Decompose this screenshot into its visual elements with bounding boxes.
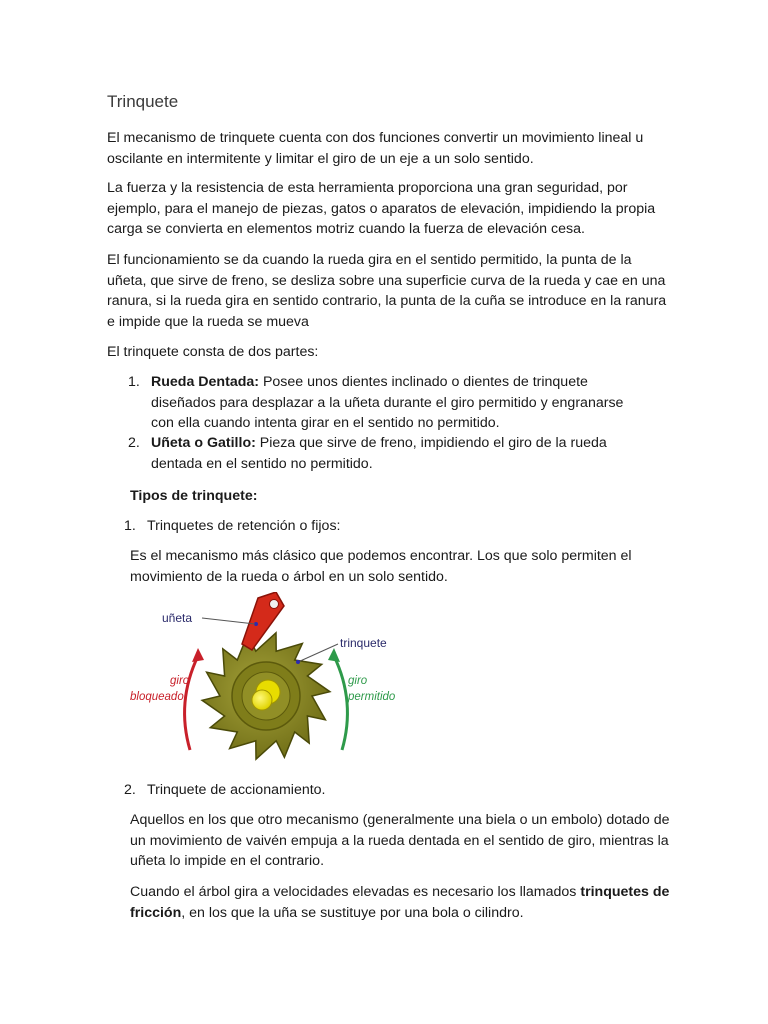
list-number: 2. — [128, 435, 140, 451]
list-item-rueda-dentada — [128, 372, 648, 434]
term-uneta-gatillo: Uñeta o Gatillo: — [151, 435, 256, 451]
paragraph-parts-intro: El trinquete consta de dos partes: — [107, 344, 319, 360]
document-title: Trinquete — [107, 92, 179, 111]
label-giro-left: giro — [170, 675, 190, 687]
paragraph-function: El funcionamiento se da cuando la rueda gira en el sentido permitido, la punta de la uñeta, que sirve de freno, se desliza sobre una superficie curva de la rueda y cae en una ranura, si la rueda gira en sentido contrario, la punta de la cuña se introduce en la ranura e impide que la rueda se mueva — [107, 252, 667, 330]
desc-rueda-dentada: Posee unos dientes inclinado o dientes de trinquete diseñados para desplazar a la uñeta durante el giro permitido y engranarse con ella cuando intenta girar en el sentido no permitido. — [151, 374, 624, 431]
list-number: 1. — [124, 518, 136, 534]
list-number: 1. — [128, 374, 140, 390]
paragraph-type1-desc: Es el mecanismo más clásico que podemos encontrar. Los que solo permiten el movimiento de la rueda o árbol en un solo sentido. — [130, 548, 632, 585]
hub-icon — [252, 690, 272, 710]
list-number: 2. — [124, 782, 136, 798]
pawl-icon — [242, 592, 284, 650]
arrow-allowed-head-icon — [328, 648, 340, 662]
list-item-type1 — [124, 516, 644, 537]
type2-label: Trinquete de accionamiento. — [147, 782, 326, 798]
paragraph-strength: La fuerza y la resistencia de esta herramienta proporciona una gran seguridad, por ejemplo, para el manejo de piezas, gatos o aparatos de elevación, impidiendo la propia carga se convierta en elementos motriz cuando la fuerza de elevación cesa. — [107, 180, 656, 237]
label-uneta: uñeta — [162, 611, 193, 625]
friction-pre: Cuando el árbol gira a velocidades elevadas es necesario los llamados — [130, 884, 581, 900]
term-rueda-dentada: Rueda Dentada: — [151, 374, 259, 390]
arrow-allowed-icon — [334, 656, 347, 750]
list-item-uneta-gatillo — [128, 433, 648, 474]
desc-uneta-gatillo: Pieza que sirve de freno, impidiendo el giro de la rueda dentada en el sentido no permitido. — [151, 435, 607, 472]
list-item-type2 — [124, 780, 644, 801]
paragraph-friction — [130, 882, 670, 923]
label-permitido: permitido — [348, 691, 396, 703]
types-heading: Tipos de trinquete: — [130, 488, 258, 504]
label-giro-right: giro — [348, 675, 368, 687]
label-bloqueado: bloqueado — [130, 691, 184, 703]
ratchet-wheel-icon — [202, 633, 330, 759]
type1-label: Trinquetes de retención o fijos: — [147, 518, 341, 534]
friction-bold: trinquetes de fricción — [130, 884, 670, 921]
paragraph-type2-desc: Aquellos en los que otro mecanismo (generalmente una biela o un embolo) dotado de un movimiento de vaivén empuja a la rueda dentada en el sentido de giro, mientras la uñeta lo impide en el contrario. — [130, 812, 670, 869]
paragraph-intro: El mecanismo de trinquete cuenta con dos funciones convertir un movimiento lineal u oscilante en intermitente y limitar el giro de un eje a un solo sentido. — [107, 130, 644, 167]
ratchet-figure — [128, 592, 400, 764]
arrow-blocked-head-icon — [192, 648, 204, 662]
arrow-blocked-icon — [185, 656, 198, 750]
label-trinquete: trinquete — [340, 636, 387, 650]
friction-post: , en los que la uña se sustituye por una bola o cilindro. — [181, 904, 524, 921]
